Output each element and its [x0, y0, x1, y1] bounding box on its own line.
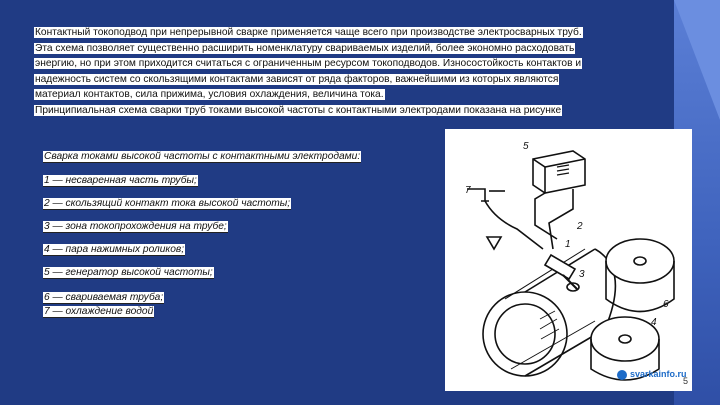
label-2: 2: [577, 221, 583, 232]
watermark: [617, 365, 692, 383]
generator-box: [533, 151, 585, 193]
pressure-rollers: [591, 239, 674, 380]
intro-line: Контактный токоподвод при непрерывной сварке применяется чаще всего при производстве электросварных труб.: [35, 27, 582, 38]
label-5: 5: [523, 141, 529, 152]
intro-line: надежность систем со скользящими контактами зависят от ряда факторов, важнейшими из которых являются: [35, 73, 559, 85]
legend-item: 2 — скользящий контакт тока высокой частоты;: [44, 198, 291, 209]
globe-icon: [617, 370, 627, 380]
welding-diagram: [445, 129, 692, 391]
intro-text: [34, 25, 684, 119]
intro-line: энергию, но при этом приходится считаться с ограниченным ресурсом токоподводов. Износостойкость контактов и: [35, 58, 582, 70]
legend-item: 5 — генератор высокой частоты;: [44, 267, 213, 278]
intro-line: Эта схема позволяет существенно расширить номенклатуру свариваемых изделий, более экономно расходовать: [35, 42, 575, 54]
legend-item: 4 — пара нажимных роликов;: [44, 244, 185, 255]
legend-title: Сварка токами высокой частоты с контактными электродами:: [44, 151, 361, 162]
label-7: 7: [465, 185, 471, 196]
label-6: 6: [663, 299, 669, 310]
watermark-text: svarkainfo.ru: [630, 369, 687, 379]
legend-item: 7 — охлаждение водой: [44, 306, 154, 317]
intro-line: материал контактов, сила прижима, условия охлаждения, величина тока.: [35, 89, 384, 101]
legend-item: 6 — свариваемая труба;: [44, 292, 164, 303]
label-4: 4: [651, 317, 657, 328]
page-number: 5: [683, 376, 689, 386]
welding-diagram-svg: [445, 129, 692, 391]
intro-line: Принципиальная схема сварки труб токами высокой частоты с контактными электродами показана на рисунке: [35, 104, 562, 116]
label-1: 1: [565, 239, 571, 250]
label-3: 3: [579, 269, 585, 280]
legend-item: 1 — несваренная часть трубы;: [44, 175, 197, 186]
legend-item: 3 — зона токопрохождения на трубе;: [44, 221, 227, 232]
